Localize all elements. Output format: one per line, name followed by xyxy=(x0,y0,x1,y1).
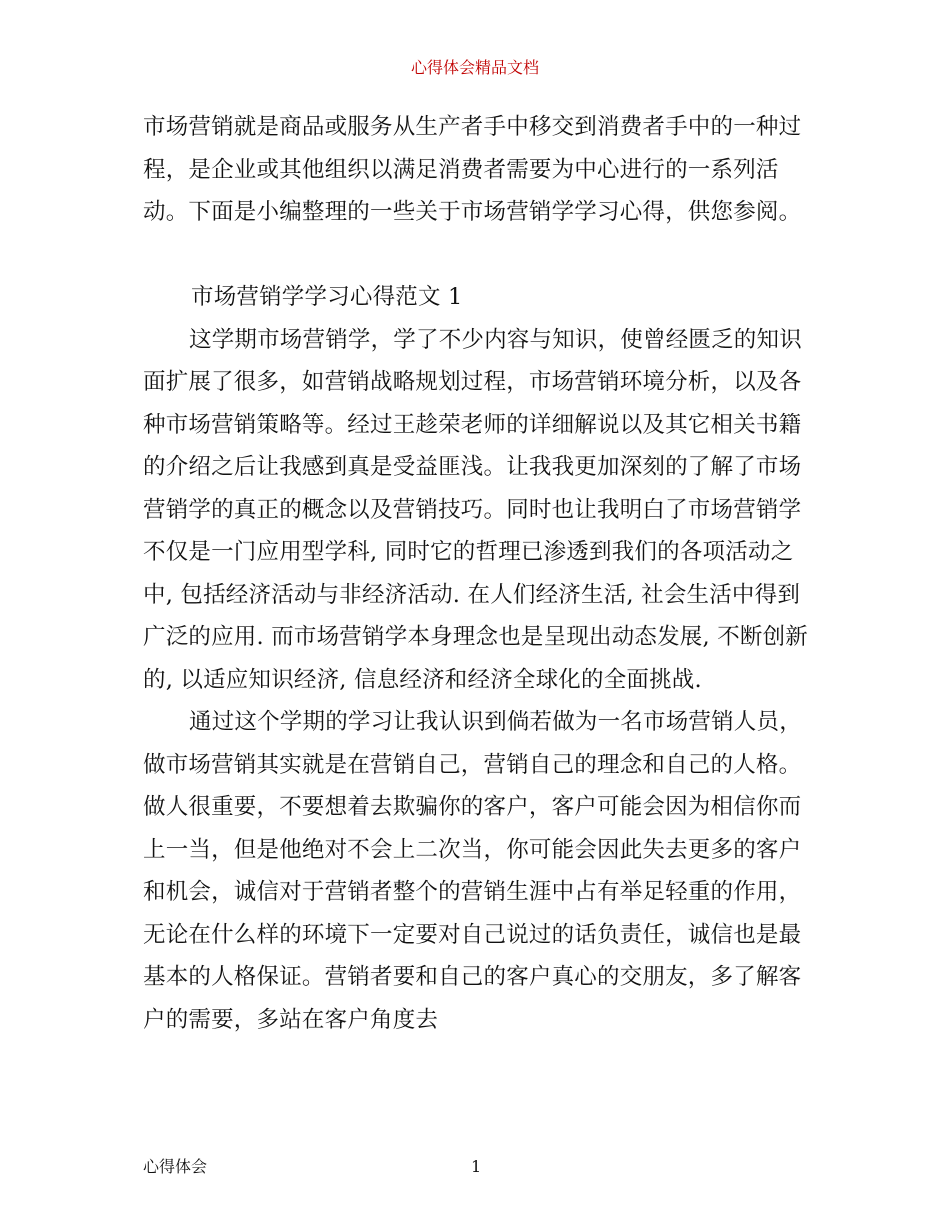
page-header-title: 心得体会精品文档 xyxy=(410,58,539,77)
page-number: 1 xyxy=(471,1157,482,1176)
intro-paragraph: 市场营销就是商品或服务从生产者手中移交到消费者手中的一种过程，是企业或其他组织以满足消费者需要为中心进行的一系列活动。下面是小编整理的一些关于市场营销学学习心得，供您参阅。 xyxy=(143,114,802,225)
paragraph-spacer xyxy=(143,234,811,277)
page-footer-label: 心得体会 xyxy=(143,1157,208,1176)
body-paragraph-2: 通过这个学期的学习让我认识到倘若做为一名市场营销人员，做市场营销其实就是在营销自己，营销自己的理念和自己的人格。做人很重要，不要想着去欺骗你的客户，客户可能会因为相信你而上一当，但是他绝对不会上二次当，你可能会因此失去更多的客户和机会，诚信对于营销者整个的营销生涯中占有举足轻重的作用，无论在什么样的环境下一定要对自己说过的话负责任，诚信也是最基本的人格保证。营销者要和自己的客户真心的交朋友，多了解客户的需要，多站在客户角度去 xyxy=(143,709,802,1033)
document-body xyxy=(143,106,811,1041)
body-paragraph-1: 这学期市场营销学，学了不少内容与知识，使曾经匮乏的知识面扩展了很多，如营销战略规划过程，市场营销环境分析，以及各种市场营销策略等。经过王趁荣老师的详细解说以及其它相关书籍的介绍之后让我感到真是受益匪浅。让我我更加深刻的了解了市场营销学的真正的概念以及营销技巧。同时也让我明白了市场营销学不仅是一门应用型学科, 同时它的哲理已渗透到我们的各项活动之中, 包括经济活动与非经济活动. 在人们经济生活, 社会生活中得到广泛的应用. 而市场营销学本身理念也是呈现出动态发展, 不断创新的, 以适应知识经济, 信息经济和经济全球化的全面挑战. xyxy=(143,326,809,693)
section-heading: 市场营销学学习心得范文 1 xyxy=(191,284,463,310)
